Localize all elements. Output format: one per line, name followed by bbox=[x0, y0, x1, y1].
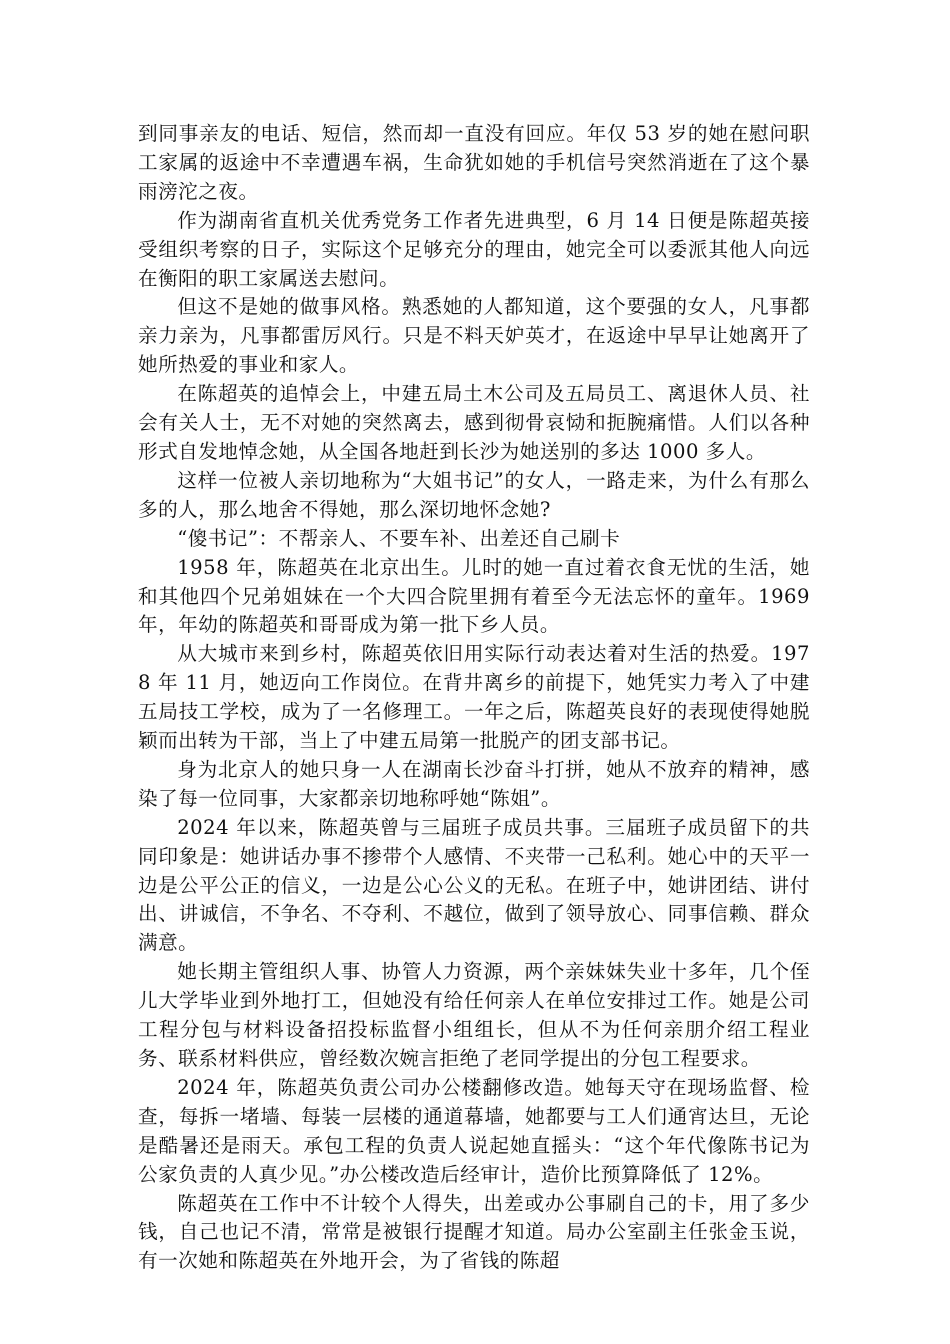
article-body bbox=[138, 120, 810, 1276]
paragraph-13: 陈超英在工作中不计较个人得失，出差或办公事刷自己的卡，用了多少钱，自己也记不清，常常是被银行提醒才知道。局办公室副主任张金玉说，有一次她和陈超英在外地开会，为了省钱的陈超 bbox=[138, 1191, 810, 1273]
paragraph-4: 在陈超英的追悼会上，中建五局土木公司及五局员工、离退休人员、社会有关人士，无不对她的突然离去，感到彻骨哀恸和扼腕痛惜。人们以各种形式自发地悼念她，从全国各地赶到长沙为她送别的多达 1000 多人。 bbox=[138, 382, 810, 463]
paragraph-12: 2024 年，陈超英负责公司办公楼翻修改造。她每天守在现场监督、检查，每拆一堵墙、每装一层楼的通道幕墙，她都要与工人们通宵达旦，无论是酷暑还是雨天。承包工程的负责人说起她直摇头：“这个年代像陈书记为公家负责的人真少见。”办公楼改造后经审计，造价比预算降低了 12%。 bbox=[138, 1075, 810, 1186]
paragraph-3: 但这不是她的做事风格。熟悉她的人都知道，这个要强的女人，凡事都亲力亲为，凡事都雷厉风行。只是不料天妒英才，在返途中早早让她离开了她所热爱的事业和家人。 bbox=[138, 295, 810, 377]
paragraph-7: 1958 年，陈超英在北京出生。儿时的她一直过着衣食无忧的生活，她和其他四个兄弟姐妹在一个大四合院里拥有着至今无法忘怀的童年。1969 年，年幼的陈超英和哥哥成为第一批下乡人员。 bbox=[138, 555, 810, 637]
paragraph-8: 从大城市来到乡村，陈超英依旧用实际行动表达着对生活的热爱。1978 年 11 月，她迈向工作岗位。在背井离乡的前提下，她凭实力考入了中建五局技工学校，成为了一名修理工。一年之后，陈超英良好的表现使得她脱颖而出转为干部，当上了中建五局第一批脱产的团支部书记。 bbox=[138, 642, 810, 753]
paragraph-11: 她长期主管组织人事、协管人力资源，两个亲妹妹失业十多年，几个侄儿大学毕业到外地打工，但她没有给任何亲人在单位安排过工作。她是公司工程分包与材料设备招投标监督小组组长，但从不为任何亲朋介绍工程业务、联系材料供应，曾经数次婉言拒绝了老同学提出的分包工程要求。 bbox=[138, 960, 810, 1070]
paragraph-10: 2024 年以来，陈超英曾与三届班子成员共事。三届班子成员留下的共同印象是：她讲话办事不掺带个人感情、不夹带一己私利。她心中的天平一边是公平公正的信义，一边是公心公义的无私。在班子中，她讲团结、讲付出、讲诚信，不争名、不夺利、不越位，做到了领导放心、同事信赖、群众满意。 bbox=[138, 815, 810, 955]
paragraph-5: 这样一位被人亲切地称为“大姐书记”的女人，一路走来，为什么有那么多的人，那么地舍不得她，那么深切地怀念她? bbox=[138, 468, 810, 521]
paragraph-2: 作为湖南省直机关优秀党务工作者先进典型，6 月 14 日便是陈超英接受组织考察的日子，实际这个足够充分的理由，她完全可以委派其他人向远在衡阳的职工家属送去慰问。 bbox=[138, 208, 810, 290]
paragraph-1: 到同事亲友的电话、短信，然而却一直没有回应。年仅 53 岁的她在慰问职工家属的返途中不幸遭遇车祸，生命犹如她的手机信号突然消逝在了这个暴雨滂沱之夜。 bbox=[138, 122, 810, 203]
section-heading: “傻书记”：不帮亲人、不要车补、出差还自己刷卡 bbox=[177, 526, 621, 550]
paragraph-9: 身为北京人的她只身一人在湖南长沙奋斗打拼，她从不放弃的精神，感染了每一位同事，大家都亲切地称呼她“陈姐”。 bbox=[138, 757, 810, 810]
